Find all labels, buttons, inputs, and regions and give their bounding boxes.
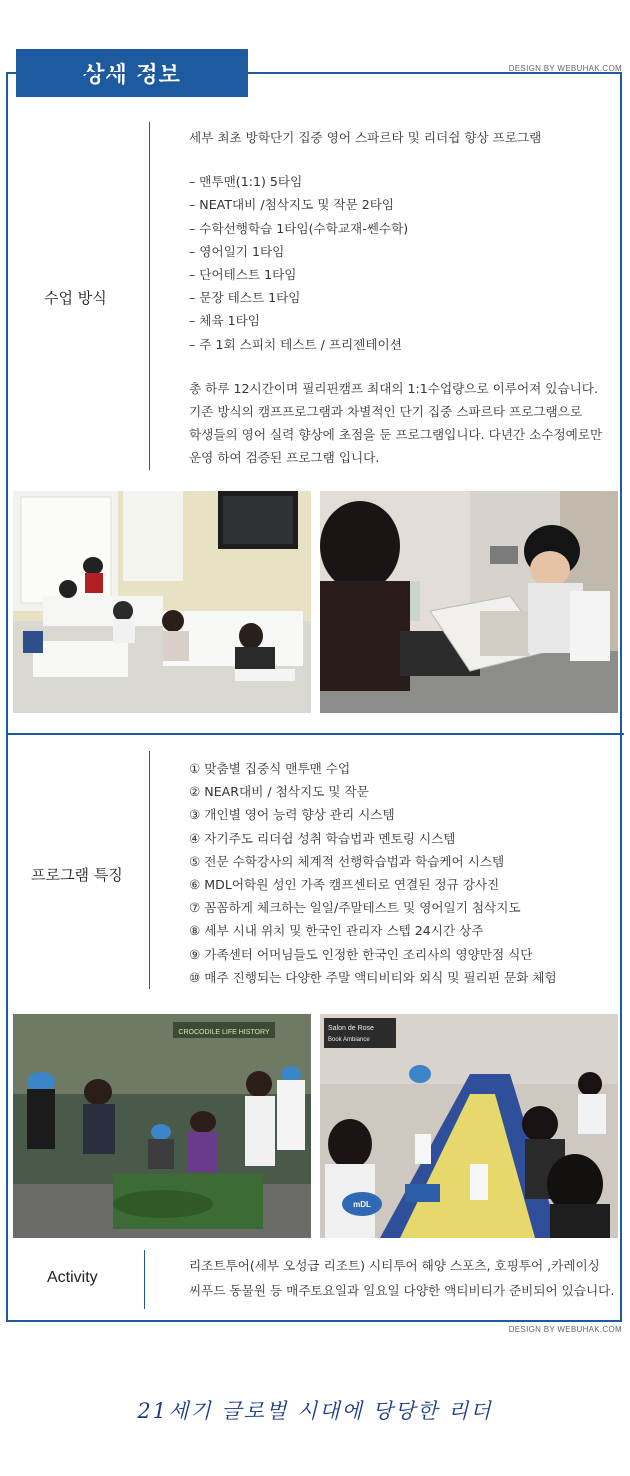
classroom-photo [13,491,311,713]
crocodile-park-photo [13,1014,311,1238]
slogan: 21세기 글로벌 시대에 당당한 리더 [137,1399,493,1423]
label-divider-1 [149,122,150,470]
tutoring-photo [320,491,618,713]
feature-item: ③ 개인별 영어 능력 향상 관리 시스템 [189,807,395,823]
label-divider-3 [144,1250,145,1309]
design-credit-bottom: DESIGN BY WEBUHAK.COM [508,1325,622,1334]
class-method-item: – 문장 테스트 1타임 [189,290,301,306]
label-features: 프로그램 특징 [31,866,123,884]
feature-item: ⑨ 가족센터 어머님들도 인정한 한국인 조리사의 영양만점 식단 [189,946,533,962]
feature-item: ⑤ 전문 수학강사의 체계적 선행학습법과 학습케어 시스템 [189,853,505,869]
label-activity: Activity [47,1269,98,1286]
painting-activity-photo [320,1014,618,1238]
cap-logo-text: mDL [353,1200,371,1209]
class-method-summary-line: 운영 하여 검증된 프로그램 입니다. [189,450,380,466]
class-method-item: – 체육 1타임 [189,313,260,329]
features-content [189,757,557,989]
label-class-method: 수업 방식 [44,289,107,307]
section-divider-1 [6,733,624,735]
class-method-item: – 영어일기 1타임 [189,243,285,259]
class-method-item: – 수학선행학습 1타임(수학교재-쎈수학) [189,220,409,236]
class-method-item: – 단어테스트 1타임 [189,267,297,283]
class-method-intro: 세부 최초 방학단기 집중 영어 스파르타 및 리더쉽 향상 프로그램 [189,130,542,145]
salon-sign-subtext: Book Ambiance [328,1037,370,1043]
feature-item: ④ 자기주도 리더쉽 성취 학습법과 멘토링 시스템 [189,830,456,846]
feature-item: ⑦ 꼼꼼하게 체크하는 일일/주말테스트 및 영어일기 첨삭지도 [189,900,521,916]
design-credit-top: DESIGN BY WEBUHAK.COM [508,64,622,73]
feature-item: ⑧ 세부 시내 위치 및 한국인 관리자 스텝 24시간 상주 [189,923,484,939]
crocodile-sign-text: CROCODILE LIFE HISTORY [178,1029,270,1036]
class-method-item: – 주 1회 스피치 테스트 / 프리젠테이션 [189,336,402,352]
feature-item: ⑩ 매주 진행되는 다양한 주말 액티비티와 외식 및 필리핀 문화 체험 [189,969,557,985]
class-method-summary-line: 총 하루 12시간이며 필리핀캠프 최대의 1:1수업량으로 이루어져 있습니다. [189,380,598,396]
class-method-summary-line: 학생들의 영어 실력 향상에 초점을 둔 프로그램입니다. 다년간 소수정예로만 [189,427,603,443]
feature-item: ② NEAR대비 / 첨삭지도 및 작문 [189,784,369,800]
label-divider-2 [149,751,150,989]
class-method-content [189,126,602,470]
activity-line: 씨푸드 동물원 등 매주토요일과 일요일 다양한 액티비티가 준비되어 있습니다. [189,1283,615,1298]
section-title: 상세 정보 [83,62,181,88]
activity-line: 리조트투어(세부 오성급 리조트) 시티투어 해양 스포츠, 호핑투어 ,카레이싱 [189,1258,600,1273]
class-method-summary-line: 기존 방식의 캠프프로그램과 차별적인 단기 집중 스파르타 프로그램으로 [189,404,582,420]
class-method-item: – NEAT대비 /첨삭지도 및 작문 2타임 [189,197,395,213]
salon-sign-text: Salon de Rose [328,1025,374,1032]
class-method-item: – 맨투맨(1:1) 5타임 [189,174,303,190]
feature-item: ⑥ MDL어학원 성인 가족 캠프센터로 연결된 정규 강사진 [189,877,500,893]
feature-item: ① 맞춤별 집중식 맨투맨 수업 [189,761,351,776]
activity-content [189,1253,614,1303]
